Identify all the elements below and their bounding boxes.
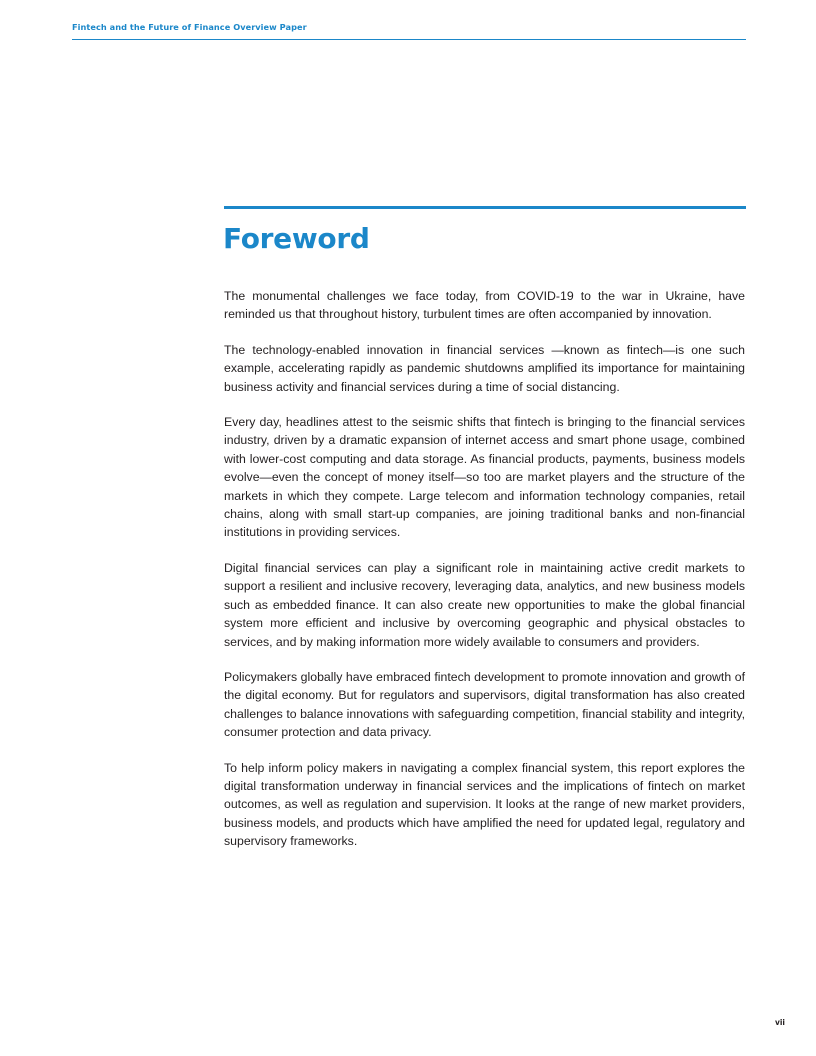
header-divider xyxy=(72,39,746,40)
paragraph-3: Every day, headlines attest to the seismic shifts that fintech is bringing to the financial services industry, driven by a dramatic expansion of internet access and smart phone usage, combined with lower-cost computing and data storage. As financial products, payments, business models evolve—even the concept of money itself—so too are market players and the structure of the markets in which they compete. Large telecom and information technology companies, retail chains, along with small start-up companies, are joining traditional banks and non-financial institutions in providing services. xyxy=(224,415,745,540)
page-number: vii xyxy=(774,1018,785,1027)
paragraph-2: The technology-enabled innovation in financial services —known as fintech—is one such example, accelerating rapidly as pandemic shutdowns amplified its importance for maintaining business activity and financial services during a time of social distancing. xyxy=(224,342,745,394)
foreword-body xyxy=(224,287,745,868)
paragraph-4: Digital financial services can play a significant role in maintaining active credit markets to support a resilient and inclusive recovery, leveraging data, analytics, and new business models such as embedded finance. It can also create new opportunities to make the global financial system more efficient and inclusive by overcoming geographic and physical obstacles to services, and by making information more widely available to consumers and providers. xyxy=(224,560,745,649)
title-divider xyxy=(224,206,746,209)
page-title: Foreword xyxy=(223,222,370,255)
running-header-title: Fintech and the Future of Finance Overview Paper xyxy=(72,22,307,32)
paragraph-1: The monumental challenges we face today, from COVID-19 to the war in Ukraine, have reminded us that throughout history, turbulent times are often accompanied by innovation. xyxy=(224,289,745,322)
paragraph-5: Policymakers globally have embraced fintech development to promote innovation and growth of the digital economy. But for regulators and supervisors, digital transformation has also created challenges to balance innovations with safeguarding competition, financial stability and integrity, consumer protection and data privacy. xyxy=(224,669,745,740)
paragraph-6: To help inform policy makers in navigating a complex financial system, this report explores the digital transformation underway in financial services and the implications of fintech on market outcomes, as well as regulation and supervision. It looks at the range of new market providers, business models, and products which have amplified the need for updated legal, regulatory and supervisory frameworks. xyxy=(224,760,745,849)
